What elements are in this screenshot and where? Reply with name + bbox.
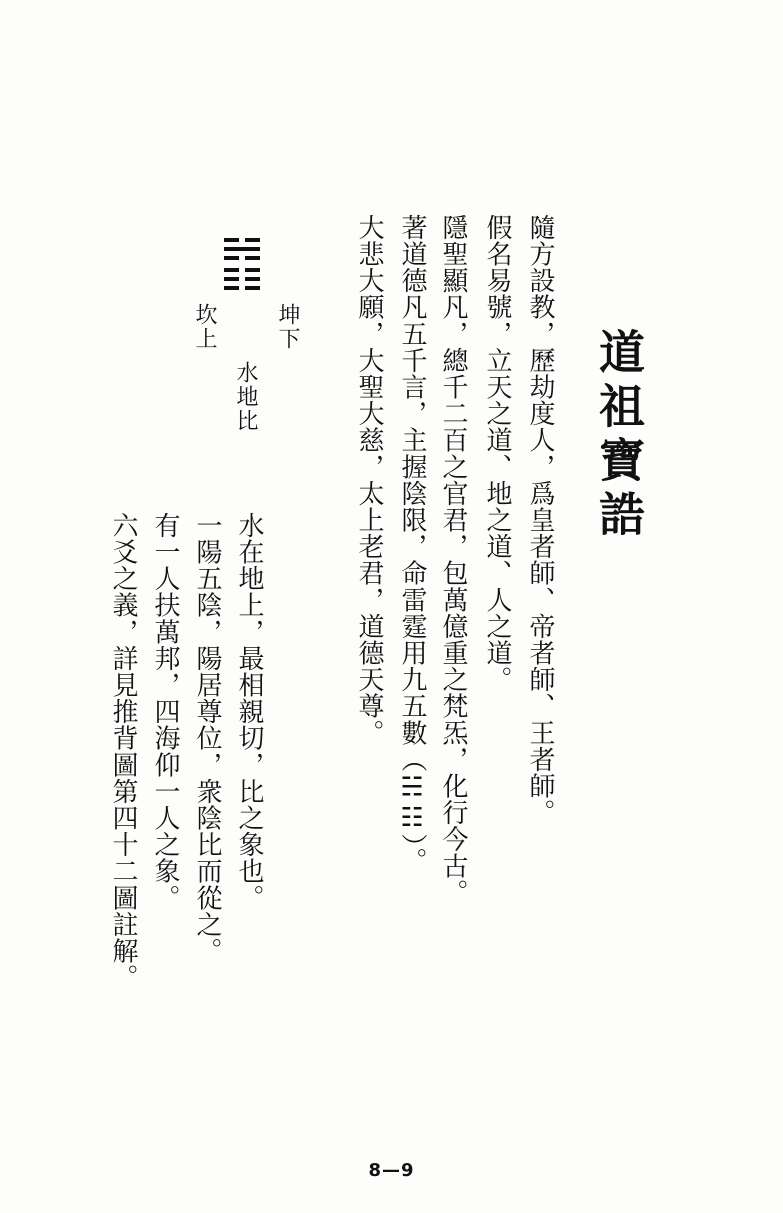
invocation-line-2: 假名易號，立天之道、地之道、人之道。 — [482, 214, 512, 693]
invocation-line-1: 隨方設教，歷劫度人，爲皇者師、帝者師、王者師。 — [525, 214, 555, 826]
hexagram-name: 水地比 — [233, 361, 258, 433]
invocation-line-5: 大悲大願，大聖大慈，太上老君，道德天尊。 — [354, 214, 384, 746]
upper-trigram-label: 坎上 — [192, 303, 217, 351]
invocation-line-3: 隱聖顯凡，總千二百之官君，包萬億重之梵炁，化行今古。 — [438, 214, 468, 906]
lower-trigram-label: 坤下 — [275, 303, 300, 351]
hexagram-bi-symbol — [222, 236, 262, 296]
invocation-line-4: 著道德凡五千言，主握陰限，命雷霆用九五數（☵☷）。 — [397, 214, 427, 874]
commentary-line-4: 六爻之義，詳見推背圖第四十二圖註解。 — [108, 512, 138, 991]
commentary-line-2: 一陽五陰，陽居尊位，衆陰比而從之。 — [192, 512, 222, 965]
page-number: 8—9 — [368, 1160, 415, 1181]
commentary-line-3: 有一人扶萬邦，四海仰一人之象。 — [150, 512, 180, 911]
page-title: 道祖寶誥 — [592, 328, 646, 544]
commentary-line-1: 水在地上，最相親切，比之象也。 — [234, 512, 264, 911]
